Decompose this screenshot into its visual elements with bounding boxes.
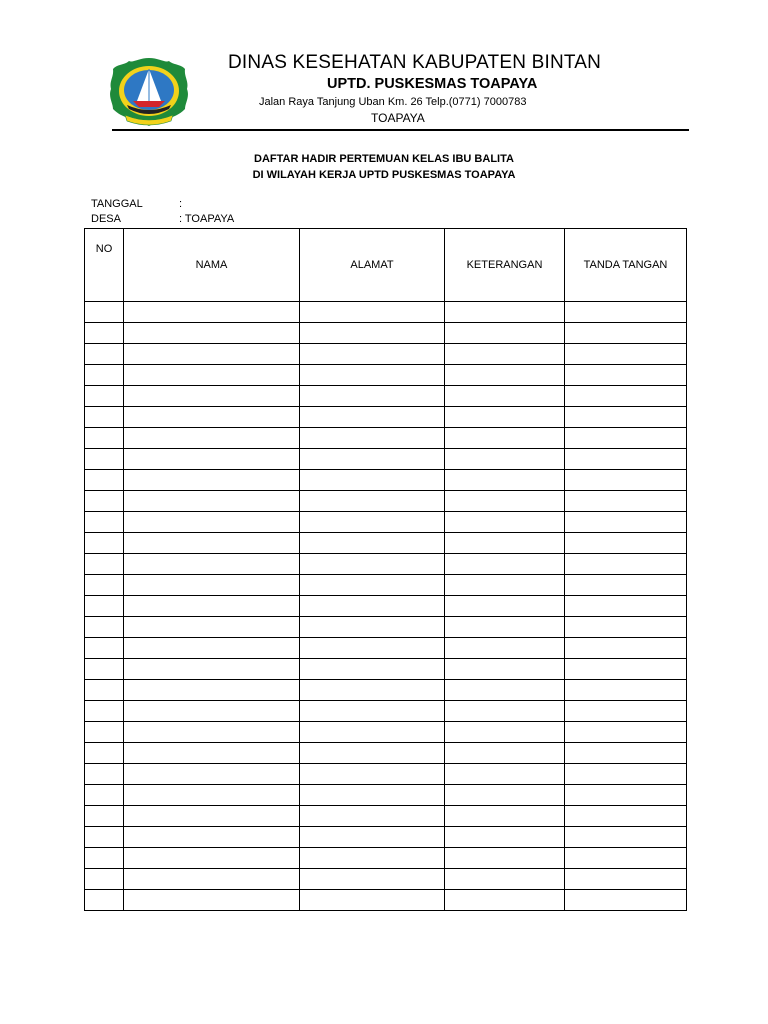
table-row bbox=[85, 428, 687, 449]
cell-alamat bbox=[300, 785, 445, 806]
cell-alamat bbox=[300, 890, 445, 911]
cell-nama bbox=[124, 596, 300, 617]
cell-no bbox=[85, 596, 124, 617]
table-row bbox=[85, 785, 687, 806]
cell-alamat bbox=[300, 680, 445, 701]
cell-keterangan bbox=[445, 806, 565, 827]
cell-nama bbox=[124, 764, 300, 785]
table-row bbox=[85, 827, 687, 848]
cell-no bbox=[85, 680, 124, 701]
cell-keterangan bbox=[445, 722, 565, 743]
desa-value: : TOAPAYA bbox=[179, 213, 235, 225]
cell-alamat bbox=[300, 365, 445, 386]
table-row bbox=[85, 680, 687, 701]
cell-tanda-tangan bbox=[565, 407, 687, 428]
cell-nama bbox=[124, 554, 300, 575]
table-row bbox=[85, 554, 687, 575]
cell-no bbox=[85, 344, 124, 365]
cell-alamat bbox=[300, 848, 445, 869]
cell-no bbox=[85, 638, 124, 659]
table-row bbox=[85, 722, 687, 743]
cell-keterangan bbox=[445, 470, 565, 491]
cell-keterangan bbox=[445, 491, 565, 512]
cell-keterangan bbox=[445, 743, 565, 764]
cell-keterangan bbox=[445, 617, 565, 638]
cell-tanda-tangan bbox=[565, 890, 687, 911]
cell-alamat bbox=[300, 827, 445, 848]
cell-alamat bbox=[300, 491, 445, 512]
table-row bbox=[85, 302, 687, 323]
cell-alamat bbox=[300, 302, 445, 323]
cell-tanda-tangan bbox=[565, 827, 687, 848]
table-row bbox=[85, 764, 687, 785]
cell-nama bbox=[124, 638, 300, 659]
table-row bbox=[85, 701, 687, 722]
cell-tanda-tangan bbox=[565, 449, 687, 470]
table-body bbox=[85, 302, 687, 911]
cell-keterangan bbox=[445, 659, 565, 680]
cell-nama bbox=[124, 428, 300, 449]
cell-tanda-tangan bbox=[565, 533, 687, 554]
header-divider bbox=[112, 129, 689, 131]
cell-no bbox=[85, 449, 124, 470]
cell-nama bbox=[124, 533, 300, 554]
cell-no bbox=[85, 890, 124, 911]
cell-no bbox=[85, 869, 124, 890]
cell-nama bbox=[124, 449, 300, 470]
cell-keterangan bbox=[445, 323, 565, 344]
cell-tanda-tangan bbox=[565, 575, 687, 596]
table-row bbox=[85, 365, 687, 386]
cell-alamat bbox=[300, 722, 445, 743]
cell-nama bbox=[124, 512, 300, 533]
table-row bbox=[85, 386, 687, 407]
cell-no bbox=[85, 848, 124, 869]
cell-no bbox=[85, 785, 124, 806]
cell-alamat bbox=[300, 806, 445, 827]
cell-alamat bbox=[300, 701, 445, 722]
cell-no bbox=[85, 722, 124, 743]
cell-nama bbox=[124, 785, 300, 806]
cell-nama bbox=[124, 323, 300, 344]
cell-alamat bbox=[300, 617, 445, 638]
cell-nama bbox=[124, 386, 300, 407]
cell-keterangan bbox=[445, 554, 565, 575]
cell-no bbox=[85, 764, 124, 785]
cell-tanda-tangan bbox=[565, 302, 687, 323]
cell-nama bbox=[124, 575, 300, 596]
column-header-no: NO bbox=[85, 229, 124, 302]
cell-tanda-tangan bbox=[565, 470, 687, 491]
cell-nama bbox=[124, 491, 300, 512]
cell-alamat bbox=[300, 638, 445, 659]
cell-tanda-tangan bbox=[565, 764, 687, 785]
cell-no bbox=[85, 428, 124, 449]
cell-no bbox=[85, 386, 124, 407]
table-row bbox=[85, 596, 687, 617]
cell-tanda-tangan bbox=[565, 386, 687, 407]
attendance-table bbox=[84, 228, 687, 911]
cell-alamat bbox=[300, 470, 445, 491]
column-header-nama: NAMA bbox=[124, 229, 300, 302]
cell-keterangan bbox=[445, 449, 565, 470]
document-subtitle: DI WILAYAH KERJA UPTD PUSKESMAS TOAPAYA bbox=[252, 169, 516, 181]
cell-keterangan bbox=[445, 638, 565, 659]
org-name-line1: DINAS KESEHATAN KABUPATEN BINTAN bbox=[228, 52, 602, 73]
table-row bbox=[85, 617, 687, 638]
cell-tanda-tangan bbox=[565, 323, 687, 344]
cell-alamat bbox=[300, 344, 445, 365]
cell-no bbox=[85, 701, 124, 722]
cell-alamat bbox=[300, 449, 445, 470]
cell-no bbox=[85, 554, 124, 575]
table-row bbox=[85, 449, 687, 470]
cell-alamat bbox=[300, 869, 445, 890]
org-name-line2: UPTD. PUSKESMAS TOAPAYA bbox=[327, 76, 538, 92]
cell-no bbox=[85, 491, 124, 512]
cell-tanda-tangan bbox=[565, 785, 687, 806]
table-row bbox=[85, 743, 687, 764]
column-header-keterangan: KETERANGAN bbox=[445, 229, 565, 302]
cell-tanda-tangan bbox=[565, 617, 687, 638]
cell-tanda-tangan bbox=[565, 596, 687, 617]
cell-alamat bbox=[300, 386, 445, 407]
cell-nama bbox=[124, 470, 300, 491]
cell-keterangan bbox=[445, 365, 565, 386]
cell-no bbox=[85, 617, 124, 638]
table-row bbox=[85, 491, 687, 512]
cell-tanda-tangan bbox=[565, 806, 687, 827]
cell-tanda-tangan bbox=[565, 344, 687, 365]
cell-nama bbox=[124, 680, 300, 701]
cell-no bbox=[85, 659, 124, 680]
table-row bbox=[85, 869, 687, 890]
meta-desa bbox=[91, 213, 234, 225]
cell-nama bbox=[124, 743, 300, 764]
cell-tanda-tangan bbox=[565, 365, 687, 386]
cell-keterangan bbox=[445, 701, 565, 722]
cell-no bbox=[85, 407, 124, 428]
cell-keterangan bbox=[445, 302, 565, 323]
cell-keterangan bbox=[445, 533, 565, 554]
cell-alamat bbox=[300, 407, 445, 428]
cell-keterangan bbox=[445, 344, 565, 365]
cell-keterangan bbox=[445, 428, 565, 449]
cell-alamat bbox=[300, 575, 445, 596]
cell-nama bbox=[124, 407, 300, 428]
cell-keterangan bbox=[445, 827, 565, 848]
table-row bbox=[85, 848, 687, 869]
cell-keterangan bbox=[445, 764, 565, 785]
cell-nama bbox=[124, 848, 300, 869]
tanggal-value: : bbox=[179, 198, 183, 210]
column-header-alamat: ALAMAT bbox=[300, 229, 445, 302]
cell-nama bbox=[124, 701, 300, 722]
cell-keterangan bbox=[445, 869, 565, 890]
cell-nama bbox=[124, 827, 300, 848]
table-row bbox=[85, 806, 687, 827]
cell-keterangan bbox=[445, 596, 565, 617]
cell-nama bbox=[124, 890, 300, 911]
cell-tanda-tangan bbox=[565, 491, 687, 512]
table-row bbox=[85, 407, 687, 428]
cell-alamat bbox=[300, 596, 445, 617]
cell-keterangan bbox=[445, 680, 565, 701]
cell-nama bbox=[124, 344, 300, 365]
table-row bbox=[85, 323, 687, 344]
column-header-tanda-tangan: TANDA TANGAN bbox=[565, 229, 687, 302]
table-header-row bbox=[85, 229, 687, 302]
cell-keterangan bbox=[445, 785, 565, 806]
cell-nama bbox=[124, 722, 300, 743]
cell-tanda-tangan bbox=[565, 722, 687, 743]
org-location: TOAPAYA bbox=[371, 111, 425, 125]
cell-no bbox=[85, 512, 124, 533]
cell-tanda-tangan bbox=[565, 701, 687, 722]
cell-tanda-tangan bbox=[565, 638, 687, 659]
cell-tanda-tangan bbox=[565, 659, 687, 680]
cell-alamat bbox=[300, 659, 445, 680]
cell-keterangan bbox=[445, 848, 565, 869]
cell-no bbox=[85, 365, 124, 386]
table-row bbox=[85, 470, 687, 491]
cell-tanda-tangan bbox=[565, 428, 687, 449]
cell-alamat bbox=[300, 512, 445, 533]
cell-no bbox=[85, 827, 124, 848]
cell-tanda-tangan bbox=[565, 743, 687, 764]
cell-alamat bbox=[300, 323, 445, 344]
cell-tanda-tangan bbox=[565, 680, 687, 701]
table-row bbox=[85, 344, 687, 365]
cell-alamat bbox=[300, 533, 445, 554]
cell-nama bbox=[124, 806, 300, 827]
cell-tanda-tangan bbox=[565, 554, 687, 575]
cell-nama bbox=[124, 869, 300, 890]
cell-nama bbox=[124, 365, 300, 386]
cell-no bbox=[85, 743, 124, 764]
cell-no bbox=[85, 302, 124, 323]
cell-keterangan bbox=[445, 890, 565, 911]
cell-keterangan bbox=[445, 512, 565, 533]
cell-no bbox=[85, 470, 124, 491]
cell-alamat bbox=[300, 554, 445, 575]
cell-no bbox=[85, 533, 124, 554]
org-address: Jalan Raya Tanjung Uban Km. 26 Telp.(0771) 7000783 bbox=[259, 96, 527, 108]
cell-keterangan bbox=[445, 575, 565, 596]
cell-alamat bbox=[300, 428, 445, 449]
cell-tanda-tangan bbox=[565, 512, 687, 533]
cell-nama bbox=[124, 659, 300, 680]
cell-alamat bbox=[300, 743, 445, 764]
cell-tanda-tangan bbox=[565, 848, 687, 869]
cell-no bbox=[85, 575, 124, 596]
cell-keterangan bbox=[445, 407, 565, 428]
cell-tanda-tangan bbox=[565, 869, 687, 890]
tanggal-label: TANGGAL bbox=[91, 198, 143, 210]
document-title: DAFTAR HADIR PERTEMUAN KELAS IBU BALITA bbox=[254, 153, 514, 165]
table-row bbox=[85, 638, 687, 659]
table-row bbox=[85, 512, 687, 533]
cell-nama bbox=[124, 302, 300, 323]
regency-crest-icon bbox=[107, 55, 191, 129]
cell-alamat bbox=[300, 764, 445, 785]
table-row bbox=[85, 533, 687, 554]
cell-keterangan bbox=[445, 386, 565, 407]
desa-label: DESA bbox=[91, 213, 121, 225]
cell-no bbox=[85, 323, 124, 344]
table-row bbox=[85, 890, 687, 911]
table-row bbox=[85, 659, 687, 680]
table-row bbox=[85, 575, 687, 596]
cell-nama bbox=[124, 617, 300, 638]
cell-no bbox=[85, 806, 124, 827]
meta-tanggal bbox=[91, 198, 182, 210]
